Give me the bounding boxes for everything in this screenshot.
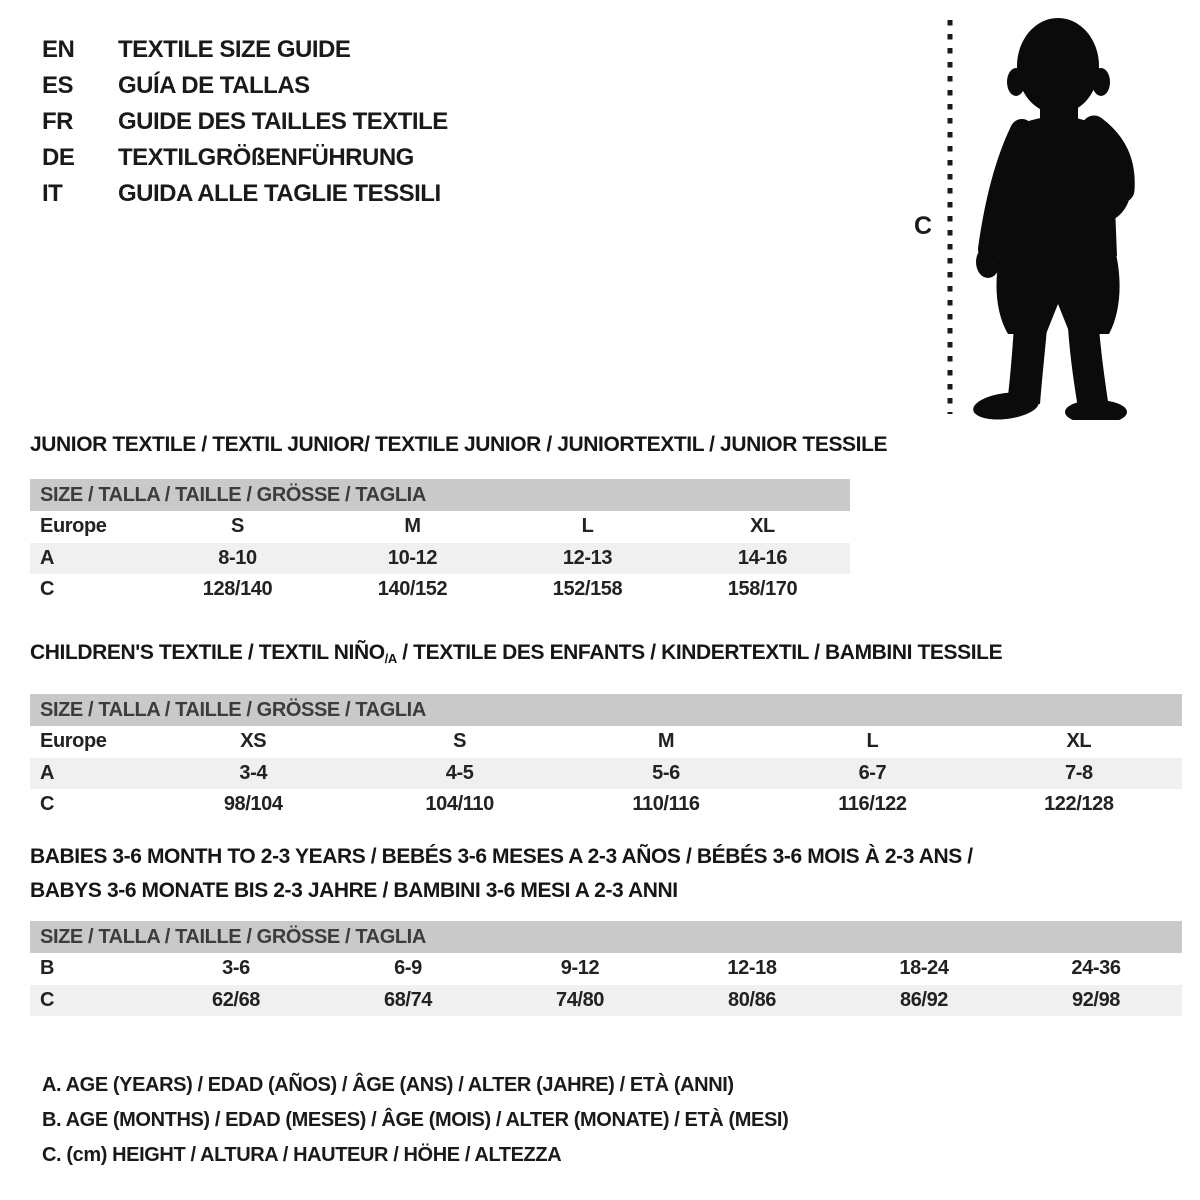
row-label: C [40, 578, 55, 601]
size-cell: M [404, 515, 421, 538]
height-cell: 86/92 [899, 988, 949, 1011]
height-cell: 62/68 [211, 988, 261, 1011]
height-cell: 152/158 [552, 578, 623, 601]
table-row-height-cm [30, 789, 1182, 821]
height-cell: 68/74 [383, 988, 433, 1011]
language-code: FR [42, 108, 73, 135]
table-header-size: SIZE / TALLA / TAILLE / GRÖSSE / TAGLIA [30, 479, 850, 511]
language-code: IT [42, 180, 63, 207]
age-cell: 12-18 [727, 957, 777, 980]
age-cell: 6-7 [858, 761, 887, 784]
age-cell: 24-36 [1071, 957, 1121, 980]
section-title: JUNIOR TEXTILE / TEXTIL JUNIOR/ TEXTILE JUNIOR / JUNIORTEXTIL / JUNIOR TESSILE [30, 433, 888, 456]
table-row-age-years [30, 543, 850, 575]
age-cell: 7-8 [1064, 761, 1093, 784]
legend-line-a: A. AGE (YEARS) / EDAD (AÑOS) / ÂGE (ANS) / ALTER (JAHRE) / ETÀ (ANNI) [42, 1074, 734, 1096]
age-cell: 9-12 [560, 957, 600, 980]
legend-notes [42, 1068, 788, 1173]
row-label: Europe [40, 515, 107, 538]
section-title-prefix: CHILDREN'S TEXTILE / TEXTIL NIÑO [30, 641, 385, 664]
table-row-europe [30, 511, 850, 543]
size-cell: S [231, 515, 244, 538]
legend-line-b: B. AGE (MONTHS) / EDAD (MESES) / ÂGE (MOIS) / ALTER (MONATE) / ETÀ (MESI) [42, 1109, 789, 1131]
height-cell: 110/116 [632, 793, 700, 816]
age-cell: 10-12 [387, 546, 438, 569]
guide-title: TEXTILE SIZE GUIDE [118, 36, 351, 63]
age-cell: 8-10 [218, 546, 257, 569]
guide-title: GUIDE DES TAILLES TEXTILE [118, 108, 448, 135]
section-title-line1: BABIES 3-6 MONTH TO 2-3 YEARS / BEBÉS 3-6 MESES A 2-3 AÑOS / BÉBÉS 3-6 MOIS À 2-3 ANS / [30, 845, 973, 868]
babies-size-table [30, 921, 1182, 1016]
table-row-height-cm [30, 574, 850, 606]
guide-title: GUIDA ALLE TAGLIE TESSILI [118, 180, 441, 207]
size-cell: XS [240, 730, 267, 753]
language-code: DE [42, 144, 75, 171]
language-row-it [42, 176, 448, 212]
section-babies-textile [30, 844, 1182, 1016]
table-header-size: SIZE / TALLA / TAILLE / GRÖSSE / TAGLIA [30, 921, 1182, 953]
height-measure-dashed-line [946, 18, 954, 416]
table-row-age-years [30, 758, 1182, 790]
row-label: C [40, 988, 55, 1011]
age-cell: 4-5 [445, 761, 474, 784]
size-cell: XL [1066, 730, 1092, 753]
language-row-de [42, 140, 448, 176]
height-cell: 80/86 [727, 988, 777, 1011]
toddler-silhouette-icon [962, 16, 1144, 420]
age-cell: 3-4 [239, 761, 268, 784]
height-cell: 74/80 [555, 988, 605, 1011]
language-row-es [42, 68, 448, 104]
height-cell: 92/98 [1071, 988, 1121, 1011]
row-label: C [40, 793, 55, 816]
language-title-list [42, 32, 448, 212]
size-cell: M [657, 730, 675, 753]
age-cell: 6-9 [394, 957, 422, 980]
row-label: B [40, 957, 55, 980]
guide-title: GUÍA DE TALLAS [118, 72, 310, 99]
legend-line-c: C. (cm) HEIGHT / ALTURA / HAUTEUR / HÖHE / ALTEZZA [42, 1144, 562, 1166]
guide-title: TEXTILGRÖßENFÜHRUNG [118, 144, 414, 171]
junior-size-table [30, 479, 850, 606]
language-code: ES [42, 72, 74, 99]
table-row-europe [30, 726, 1182, 758]
children-size-table [30, 694, 1182, 821]
row-label: A [40, 761, 55, 784]
age-cell: 3-6 [222, 957, 250, 980]
language-row-fr [42, 104, 448, 140]
height-cell: 122/128 [1044, 793, 1114, 816]
section-title-suffix: / TEXTILE DES ENFANTS / KINDERTEXTIL / BAMBINI TESSILE [396, 641, 1003, 664]
age-cell: 5-6 [652, 761, 680, 784]
age-cell: 18-24 [899, 957, 949, 980]
row-label: A [40, 546, 55, 569]
height-cell: 104/110 [425, 793, 494, 816]
table-row-age-months [30, 953, 1182, 985]
table-header-size: SIZE / TALLA / TAILLE / GRÖSSE / TAGLIA [30, 694, 1182, 726]
section-junior-textile [30, 432, 888, 606]
section-title-subscript: /A [384, 651, 397, 666]
height-cell: 116/122 [838, 793, 907, 816]
height-cell: 140/152 [377, 578, 448, 601]
table-row-height-cm [30, 985, 1182, 1017]
size-cell: S [453, 730, 467, 753]
size-cell: XL [750, 515, 775, 538]
language-row-en [42, 32, 448, 68]
height-measure-label: C [914, 212, 933, 240]
section-title-line2: BABYS 3-6 MONATE BIS 2-3 JAHRE / BAMBINI 3-6 MESI A 2-3 ANNI [30, 879, 678, 902]
height-cell: 98/104 [223, 793, 283, 816]
section-childrens-textile [30, 640, 1182, 821]
age-cell: 14-16 [737, 546, 788, 569]
height-cell: 158/170 [727, 578, 798, 601]
language-code: EN [42, 36, 75, 63]
age-cell: 12-13 [562, 546, 613, 569]
size-cell: L [866, 730, 879, 753]
row-label: Europe [40, 730, 107, 753]
height-cell: 128/140 [202, 578, 273, 601]
section-title [30, 640, 1182, 672]
size-cell: L [581, 515, 594, 538]
